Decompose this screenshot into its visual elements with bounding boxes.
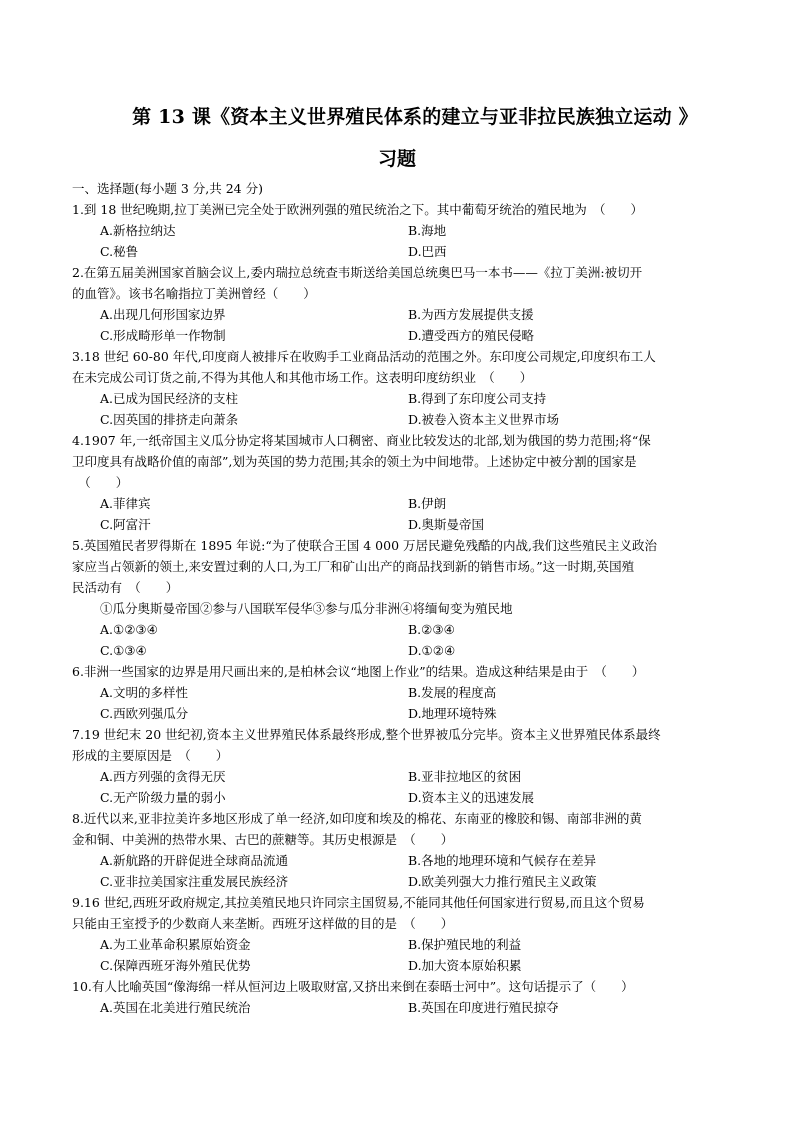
question-stem: 1.到 18 世纪晚期,拉丁美洲已完全处于欧洲列强的殖民统治之下。其中葡萄牙统治的殖民地为 （ ）: [72, 202, 644, 217]
question-note: ①瓜分奥斯曼帝国②参与八国联军侵华③参与瓜分非洲④将缅甸变为殖民地: [100, 601, 513, 616]
question-stem: 8.近代以来,亚非拉美许多地区形成了单一经济,如印度和埃及的棉花、东南亚的橡胶和锡、南部非洲的黄: [72, 811, 642, 826]
option-b: B.为西方发展提供支援: [408, 307, 534, 322]
option-c: C.形成畸形单一作物制: [100, 328, 226, 343]
option-c: C.无产阶级力量的弱小: [100, 790, 226, 805]
option-c: C.①③④: [100, 643, 147, 658]
option-c: C.阿富汗: [100, 517, 151, 532]
question-stem: （ ）: [72, 475, 129, 490]
question-5: [72, 535, 732, 661]
question-4: [72, 430, 732, 535]
option-a: A.为工业革命积累原始资金: [100, 937, 251, 952]
option-b: B.②③④: [408, 622, 455, 637]
option-a: A.英国在北美进行殖民统治: [100, 1000, 251, 1015]
option-b: B.伊朗: [408, 496, 447, 511]
option-b: B.英国在印度进行殖民掠夺: [408, 1000, 559, 1015]
question-stem: 3.18 世纪 60-80 年代,印度商人被排斥在收购手工业商品活动的范围之外。东印度公司规定,印度织布工人: [72, 349, 656, 364]
question-stem: 民活动有 （ ）: [72, 580, 179, 595]
option-c: C.秘鲁: [100, 244, 139, 259]
option-d: D.被卷入资本主义世界市场: [408, 412, 560, 427]
question-1: [72, 199, 732, 262]
option-d: D.加大资本原始积累: [408, 958, 522, 973]
question-stem: 4.1907 年,一纸帝国主义瓜分协定将某国城市人口稠密、商业比较发达的北部,划为俄国的势力范围;将“保: [72, 433, 651, 448]
option-c: C.亚非拉美国家注重发展民族经济: [100, 874, 289, 889]
question-stem: 9.16 世纪,西班牙政府规定,其拉美殖民地只许同宗主国贸易,不能同其他任何国家进行贸易,而且这个贸易: [72, 895, 645, 910]
option-a: A.①②③④: [100, 622, 158, 637]
option-a: A.文明的多样性: [100, 685, 189, 700]
section-heading: 一、选择题(每小题 3 分,共 24 分): [72, 181, 263, 196]
option-d: D.遭受西方的殖民侵略: [408, 328, 535, 343]
option-b: B.发展的程度高: [408, 685, 497, 700]
question-stem: 的血管》。该书名喻指拉丁美洲曾经（ ）: [72, 286, 316, 301]
option-b: B.各地的地理环境和气候存在差异: [408, 853, 597, 868]
page-subtitle: 习题: [377, 148, 416, 170]
option-d: D.奥斯曼帝国: [408, 517, 485, 532]
question-6: [72, 661, 732, 724]
option-b: B.亚非拉地区的贫困: [408, 769, 522, 784]
question-stem: 卫印度具有战略价值的南部”,划为英国的势力范围;其余的领土为中间地带。上述协定中被分割的国家是: [72, 454, 637, 469]
question-stem: 家应当占领新的领土,来安置过剩的人口,为工厂和矿山出产的商品找到新的销售市场。”这一时期,英国殖: [72, 559, 635, 574]
option-b: B.保护殖民地的利益: [408, 937, 522, 952]
question-stem: 金和铜、中美洲的热带水果、古巴的蔗糖等。其历史根源是 （ ）: [72, 832, 454, 847]
question-8: [72, 808, 732, 892]
option-a: A.菲律宾: [100, 496, 151, 511]
option-a: A.出现几何形国家边界: [100, 307, 226, 322]
option-a: A.西方列强的贪得无厌: [100, 769, 226, 784]
question-stem: 6.非洲一些国家的边界是用尺画出来的,是柏林会议“地图上作业”的结果。造成这种结果是由于 （ ）: [72, 664, 645, 679]
question-10: [72, 976, 732, 1018]
question-stem: 5.英国殖民者罗得斯在 1895 年说:“为了使联合王国 4 000 万居民避免残酷的内战,我们这些殖民主义政治: [72, 538, 657, 553]
option-a: A.新格拉纳达: [100, 223, 176, 238]
question-2: [72, 262, 732, 346]
option-c: C.西欧列强瓜分: [100, 706, 189, 721]
option-d: D.欧美列强大力推行殖民主义政策: [408, 874, 597, 889]
option-d: D.地理环境特殊: [408, 706, 497, 721]
option-d: D.巴西: [408, 244, 447, 259]
question-stem: 10.有人比喻英国“像海绵一样从恒河边上吸取财富,又挤出来倒在泰晤士河中”。这句话提示了（ ）: [72, 979, 634, 994]
option-d: D.资本主义的迅速发展: [408, 790, 535, 805]
question-stem: 2.在第五届美洲国家首脑会议上,委内瑞拉总统查韦斯送给美国总统奥巴马一本书——《拉丁美洲:被切开: [72, 265, 643, 280]
question-list: [72, 178, 732, 1018]
option-a: A.已成为国民经济的支柱: [100, 391, 239, 406]
option-a: A.新航路的开辟促进全球商品流通: [100, 853, 289, 868]
question-3: [72, 346, 732, 430]
question-stem: 在未完成公司订货之前,不得为其他人和其他市场工作。这表明印度纺织业 （ ）: [72, 370, 533, 385]
question-stem: 7.19 世纪末 20 世纪初,资本主义世界殖民体系最终形成,整个世界被瓜分完毕。资本主义世界殖民体系最终: [72, 727, 661, 742]
option-b: B.海地: [408, 223, 447, 238]
option-d: D.①②④: [408, 643, 456, 658]
question-stem: 形成的主要原因是 （ ）: [72, 748, 229, 763]
page-title: 第 13 课《资本主义世界殖民体系的建立与亚非拉民族独立运动 》: [132, 106, 698, 128]
option-b: B.得到了东印度公司支持: [408, 391, 547, 406]
question-stem: 只能由王室授予的少数商人来垄断。西班牙这样做的目的是 （ ）: [72, 916, 454, 931]
question-7: [72, 724, 732, 808]
question-9: [72, 892, 732, 976]
option-c: C.保障西班牙海外殖民优势: [100, 958, 251, 973]
option-c: C.因英国的排挤走向萧条: [100, 412, 239, 427]
